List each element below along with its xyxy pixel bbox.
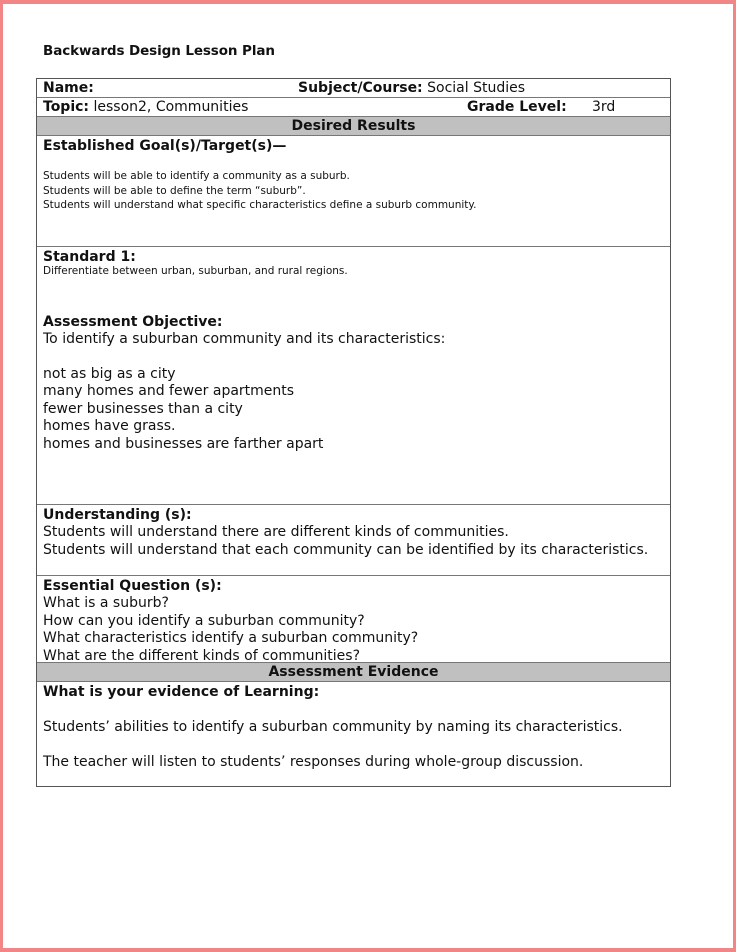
subject-course-field <box>298 79 525 97</box>
standard-objective-section <box>37 247 670 505</box>
topic-grade-row <box>37 98 670 117</box>
subject-value: Social Studies <box>427 80 526 96</box>
goals-title: Established Goal(s)/Target(s)— <box>43 138 287 154</box>
evidence-title: What is your evidence of Learning: <box>43 684 320 700</box>
goal-line: Students will understand what specific characteristics define a suburb community. <box>43 199 477 211</box>
grade-value: 3rd <box>592 99 616 115</box>
assessment-objective-intro: To identify a suburban community and its characteristics: <box>43 330 446 347</box>
assessment-evidence-heading: Assessment Evidence <box>37 663 670 682</box>
desired-results-heading: Desired Results <box>37 117 670 136</box>
standard-title: Standard 1: <box>43 249 136 265</box>
evidence-section <box>37 682 670 786</box>
lesson-plan-table <box>36 78 671 787</box>
understandings-section <box>37 505 670 576</box>
topic-value: lesson2, Communities <box>93 99 249 115</box>
subject-label: Subject/Course: <box>298 80 423 96</box>
evidence-line: Students’ abilities to identify a suburban community by naming its characteristics. <box>43 718 623 735</box>
goals-section <box>37 136 670 247</box>
characteristic-item: not as big as a city <box>43 365 176 382</box>
understandings-title: Understanding (s): <box>43 507 192 523</box>
characteristic-item: homes have grass. <box>43 418 176 434</box>
goal-line: Students will be able to define the term “suburb”. <box>43 184 306 197</box>
evidence-line: The teacher will listen to students’ responses during whole-group discussion. <box>43 753 584 770</box>
essential-questions-section <box>37 576 670 663</box>
essential-question: What is a suburb? <box>43 595 169 611</box>
topic-label: Topic: <box>43 99 90 115</box>
understanding-line: Students will understand there are different kinds of communities. <box>43 524 509 540</box>
name-label: Name: <box>43 80 94 96</box>
essential-question: What characteristics identify a suburban community? <box>43 630 419 646</box>
essential-question: How can you identify a suburban community? <box>43 612 365 629</box>
characteristic-item: many homes and fewer apartments <box>43 383 295 399</box>
essential-question: What are the different kinds of communities? <box>43 647 360 664</box>
essential-questions-title: Essential Question (s): <box>43 578 222 594</box>
characteristic-item: homes and businesses are farther apart <box>43 435 324 452</box>
goal-line: Students will be able to identify a community as a suburb. <box>43 170 350 182</box>
understanding-line: Students will understand that each community can be identified by its characteristics. <box>43 541 649 558</box>
document-title: Backwards Design Lesson Plan <box>43 43 275 59</box>
standard-text: Differentiate between urban, suburban, and rural regions. <box>43 265 348 277</box>
characteristic-item: fewer businesses than a city <box>43 400 243 417</box>
grade-label: Grade Level: <box>467 99 567 115</box>
name-subject-row <box>37 79 670 98</box>
assessment-objective-title: Assessment Objective: <box>43 313 223 330</box>
